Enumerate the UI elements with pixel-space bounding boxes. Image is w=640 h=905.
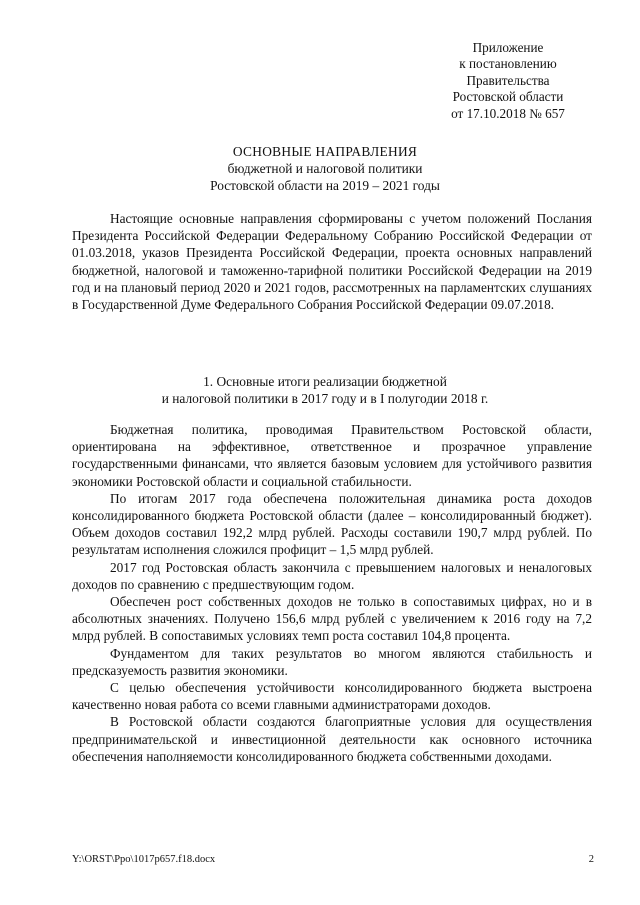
paragraph: Бюджетная политика, проводимая Правительством Ростовской области, ориентирована на эффективное, ответственное и прозрачное управление государственными финансами, что является базовым условием для устойчивого развития экономики Ростовской области и социальной стабильности. [72, 422, 592, 489]
annex-line: Ростовской области [452, 89, 564, 105]
annex-line: Правительства [466, 72, 550, 88]
page-footer [72, 854, 594, 866]
annex-line: Приложение [472, 40, 544, 55]
title-main: ОСНОВНЫЕ НАПРАВЛЕНИЯ [232, 144, 418, 159]
paragraph: По итогам 2017 года обеспечена положительная динамика роста доходов консолидированного бюджета Ростовской области (далее – консолидированный бюджет). Объем доходов составил 192,2 млрд рублей. Расходы составили 190,7 млрд рублей. По результатам исполнения сложился профицит – 1,5 млрд рублей. [72, 490, 592, 558]
section-heading [60, 373, 590, 407]
paragraph: С целью обеспечения устойчивости консолидированного бюджета выстроена качественно новая работа со всеми главными администраторами доходов. [72, 680, 592, 713]
page-number: 2 [588, 854, 594, 865]
footer-file-path: Y:\ORST\Ppo\1017p657.f18.docx [72, 854, 216, 865]
section-body [72, 421, 592, 765]
title-period: Ростовской области на 2019 – 2021 годы [210, 178, 440, 193]
paragraph: 2017 год Ростовская область закончила с превышением налоговых и неналоговых доходов по сравнению с предшествующим годом. [72, 559, 592, 592]
paragraph: В Ростовской области создаются благоприятные условия для осуществления предпринимательской и инвестиционной деятельности как основного источника обеспечения наполняемости консолидированного бюджета собственными доходами. [72, 714, 592, 764]
intro-block [72, 210, 592, 313]
document-title [60, 143, 590, 194]
annex-line: от 17.10.2018 № 657 [451, 105, 565, 121]
annex-line: к постановлению [459, 56, 557, 72]
paragraph: Фундаментом для таких результатов во многом являются стабильность и предсказуемость развития экономики. [72, 645, 592, 678]
annex-block [418, 40, 598, 122]
section-heading-line: и налоговой политики в 2017 году и в I полугодии 2018 г. [161, 391, 489, 406]
intro-paragraph: Настоящие основные направления сформированы с учетом положений Послания Президента Российской Федерации Федеральному Собранию Российской Федерации от 01.03.2018, указов Президента Российской Федерации, проекта основных направлений бюджетной, налоговой и таможенно-тарифной политики Российской Федерации на 2019 год и на плановый период 2020 и 2021 годов, рассмотренных на парламентских слушаниях в Государственной Думе Федерального Собрания Российской Федерации 09.07.2018. [72, 211, 592, 313]
section-heading-line: 1. Основные итоги реализации бюджетной [203, 374, 447, 389]
title-subtitle: бюджетной и налоговой политики [227, 161, 423, 176]
paragraph: Обеспечен рост собственных доходов не только в сопоставимых цифрах, но и в абсолютных значениях. Получено 156,6 млрд рублей с увеличением к 2016 году на 7,2 млрд рублей. В сопоставимых условиях темп роста составил 104,8 процента. [72, 594, 592, 644]
